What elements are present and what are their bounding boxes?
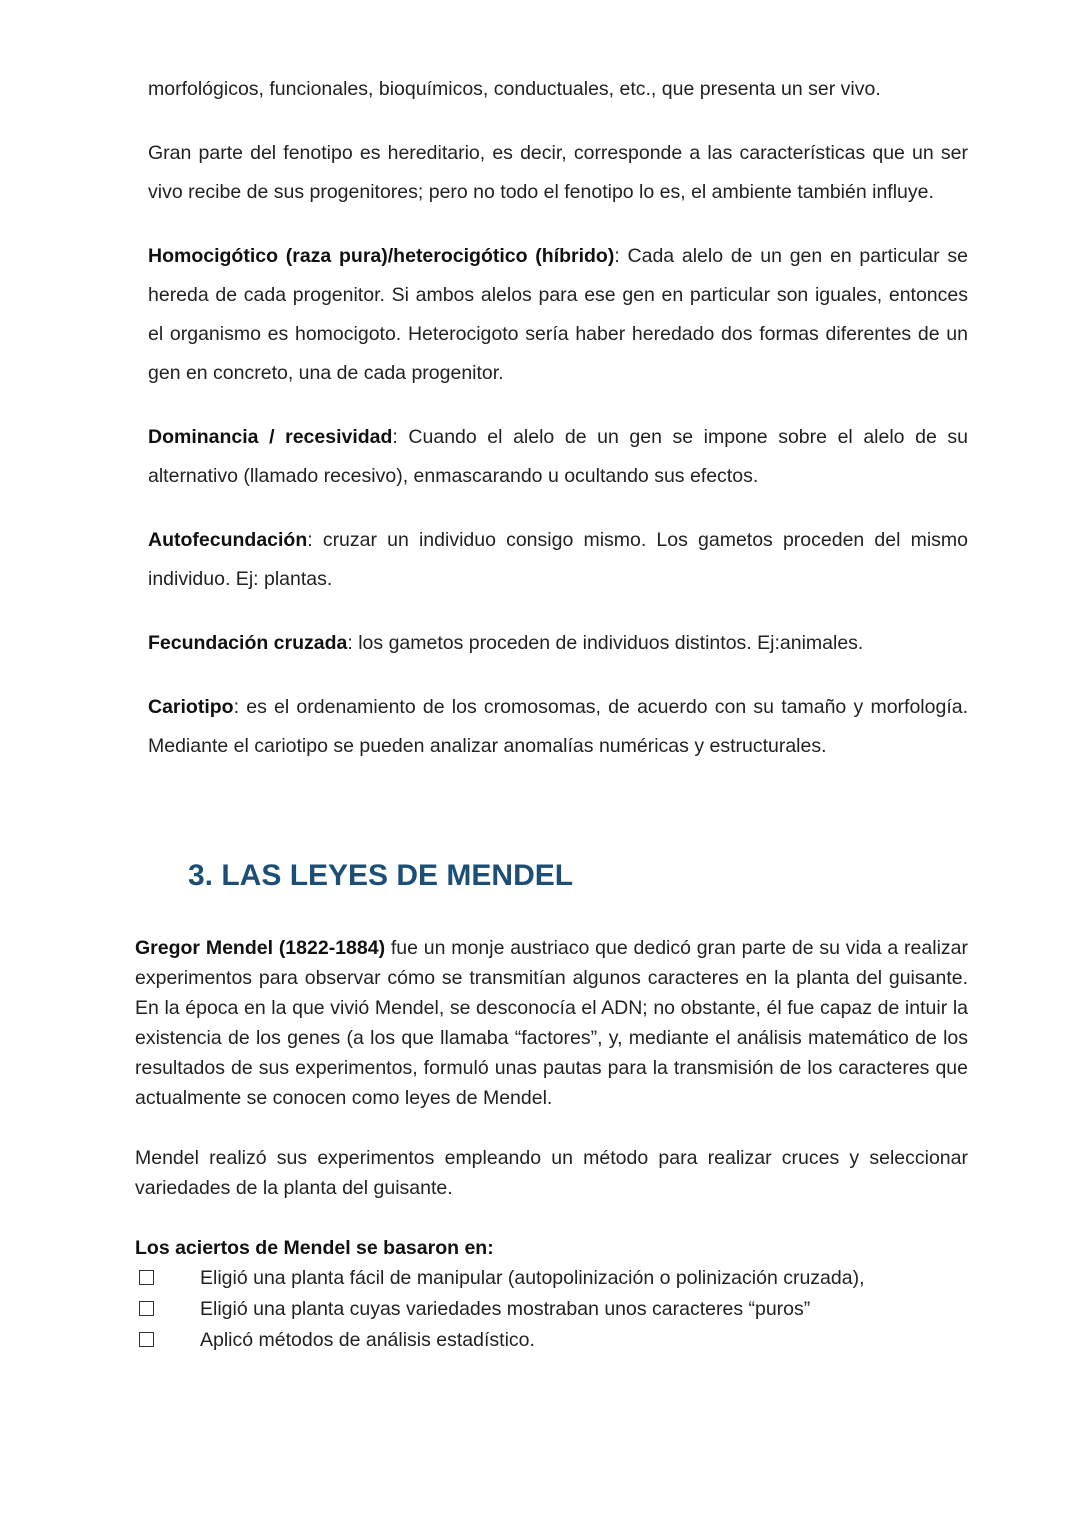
autofecundacion-term: Autofecundación (148, 529, 308, 551)
aciertos-title-text: Los aciertos de Mendel se basaron en: (135, 1237, 494, 1259)
list-item (135, 1263, 968, 1294)
mendel-section-body (135, 933, 968, 1356)
homocigotico-term: Homocigótico (raza pura)/heterocigótico (híbrido) (148, 245, 615, 267)
aciertos-title (135, 1233, 968, 1263)
fecundacion-cruzada-term: Fecundación cruzada (148, 632, 348, 654)
mendel-name-term: Gregor Mendel (1822-1884) (135, 937, 386, 959)
list-item (135, 1325, 968, 1356)
cariotipo-definition (148, 688, 968, 766)
autofecundacion-text: : cruzar un individuo consigo mismo. Los gametos proceden del mismo individuo. Ej: plantas. (148, 529, 968, 590)
list-item (135, 1294, 968, 1325)
dominancia-text: : Cuando el alelo de un gen se impone sobre el alelo de su alternativo (llamado recesivo), enmascarando u ocultando sus efectos. (148, 426, 968, 487)
checkbox-icon (139, 1332, 154, 1347)
mendel-intro-paragraph (135, 933, 968, 1113)
fecundacion-cruzada-text: : los gametos proceden de individuos distintos. Ej:animales. (347, 632, 864, 654)
homocigotico-text: : Cada alelo de un gen en particular se hereda de cada progenitor. Si ambos alelos para ese gen en particular son iguales, entonces el organismo es homocigoto. Heterocigoto sería haber heredado dos formas diferentes de un gen en concreto, una de cada progenitor. (148, 245, 968, 384)
autofecundacion-definition (148, 521, 968, 599)
aciertos-list (135, 1263, 968, 1356)
section-heading: 3. LAS LEYES DE MENDEL (188, 859, 574, 892)
fenotipo-continuation: morfológicos, funcionales, bioquímicos, conductuales, etc., que presenta un ser vivo. (148, 78, 881, 100)
checkbox-icon (139, 1270, 154, 1285)
list-item-text: Eligió una planta cuyas variedades mostraban unos caracteres “puros” (200, 1298, 811, 1320)
cariotipo-text: : es el ordenamiento de los cromosomas, de acuerdo con su tamaño y morfología. Mediante el cariotipo se pueden analizar anomalías numéricas y estructurales. (148, 696, 968, 757)
mendel-intro-text: fue un monje austriaco que dedicó gran parte de su vida a realizar experimentos para observar cómo se transmitían algunos caracteres en la planta del guisante. En la época en la que vivió Mendel, se desconocía el ADN; no obstante, él fue capaz de intuir la existencia de los genes (a los que llamaba “factores”, y, mediante el análisis matemático de los resultados de sus experimentos, formuló unas pautas para la transmisión de los caracteres que actualmente se conocen como leyes de Mendel. (135, 937, 968, 1109)
homocigotico-definition (148, 237, 968, 393)
list-item-text: Aplicó métodos de análisis estadístico. (200, 1329, 535, 1351)
dominancia-term: Dominancia / recesividad (148, 426, 393, 448)
cariotipo-term: Cariotipo (148, 696, 234, 718)
list-item-text: Eligió una planta fácil de manipular (autopolinización o polinización cruzada), (200, 1267, 865, 1289)
mendel-method-paragraph: Mendel realizó sus experimentos empleando un método para realizar cruces y seleccionar variedades de la planta del guisante. (135, 1147, 968, 1199)
dominancia-definition (148, 418, 968, 496)
fecundacion-cruzada-definition (148, 624, 968, 663)
definitions-block (148, 70, 968, 791)
checkbox-icon (139, 1301, 154, 1316)
fenotipo-hereditario-paragraph: Gran parte del fenotipo es hereditario, es decir, corresponde a las características que un ser vivo recibe de sus progenitores; pero no todo el fenotipo lo es, el ambiente también influye. (148, 142, 968, 203)
